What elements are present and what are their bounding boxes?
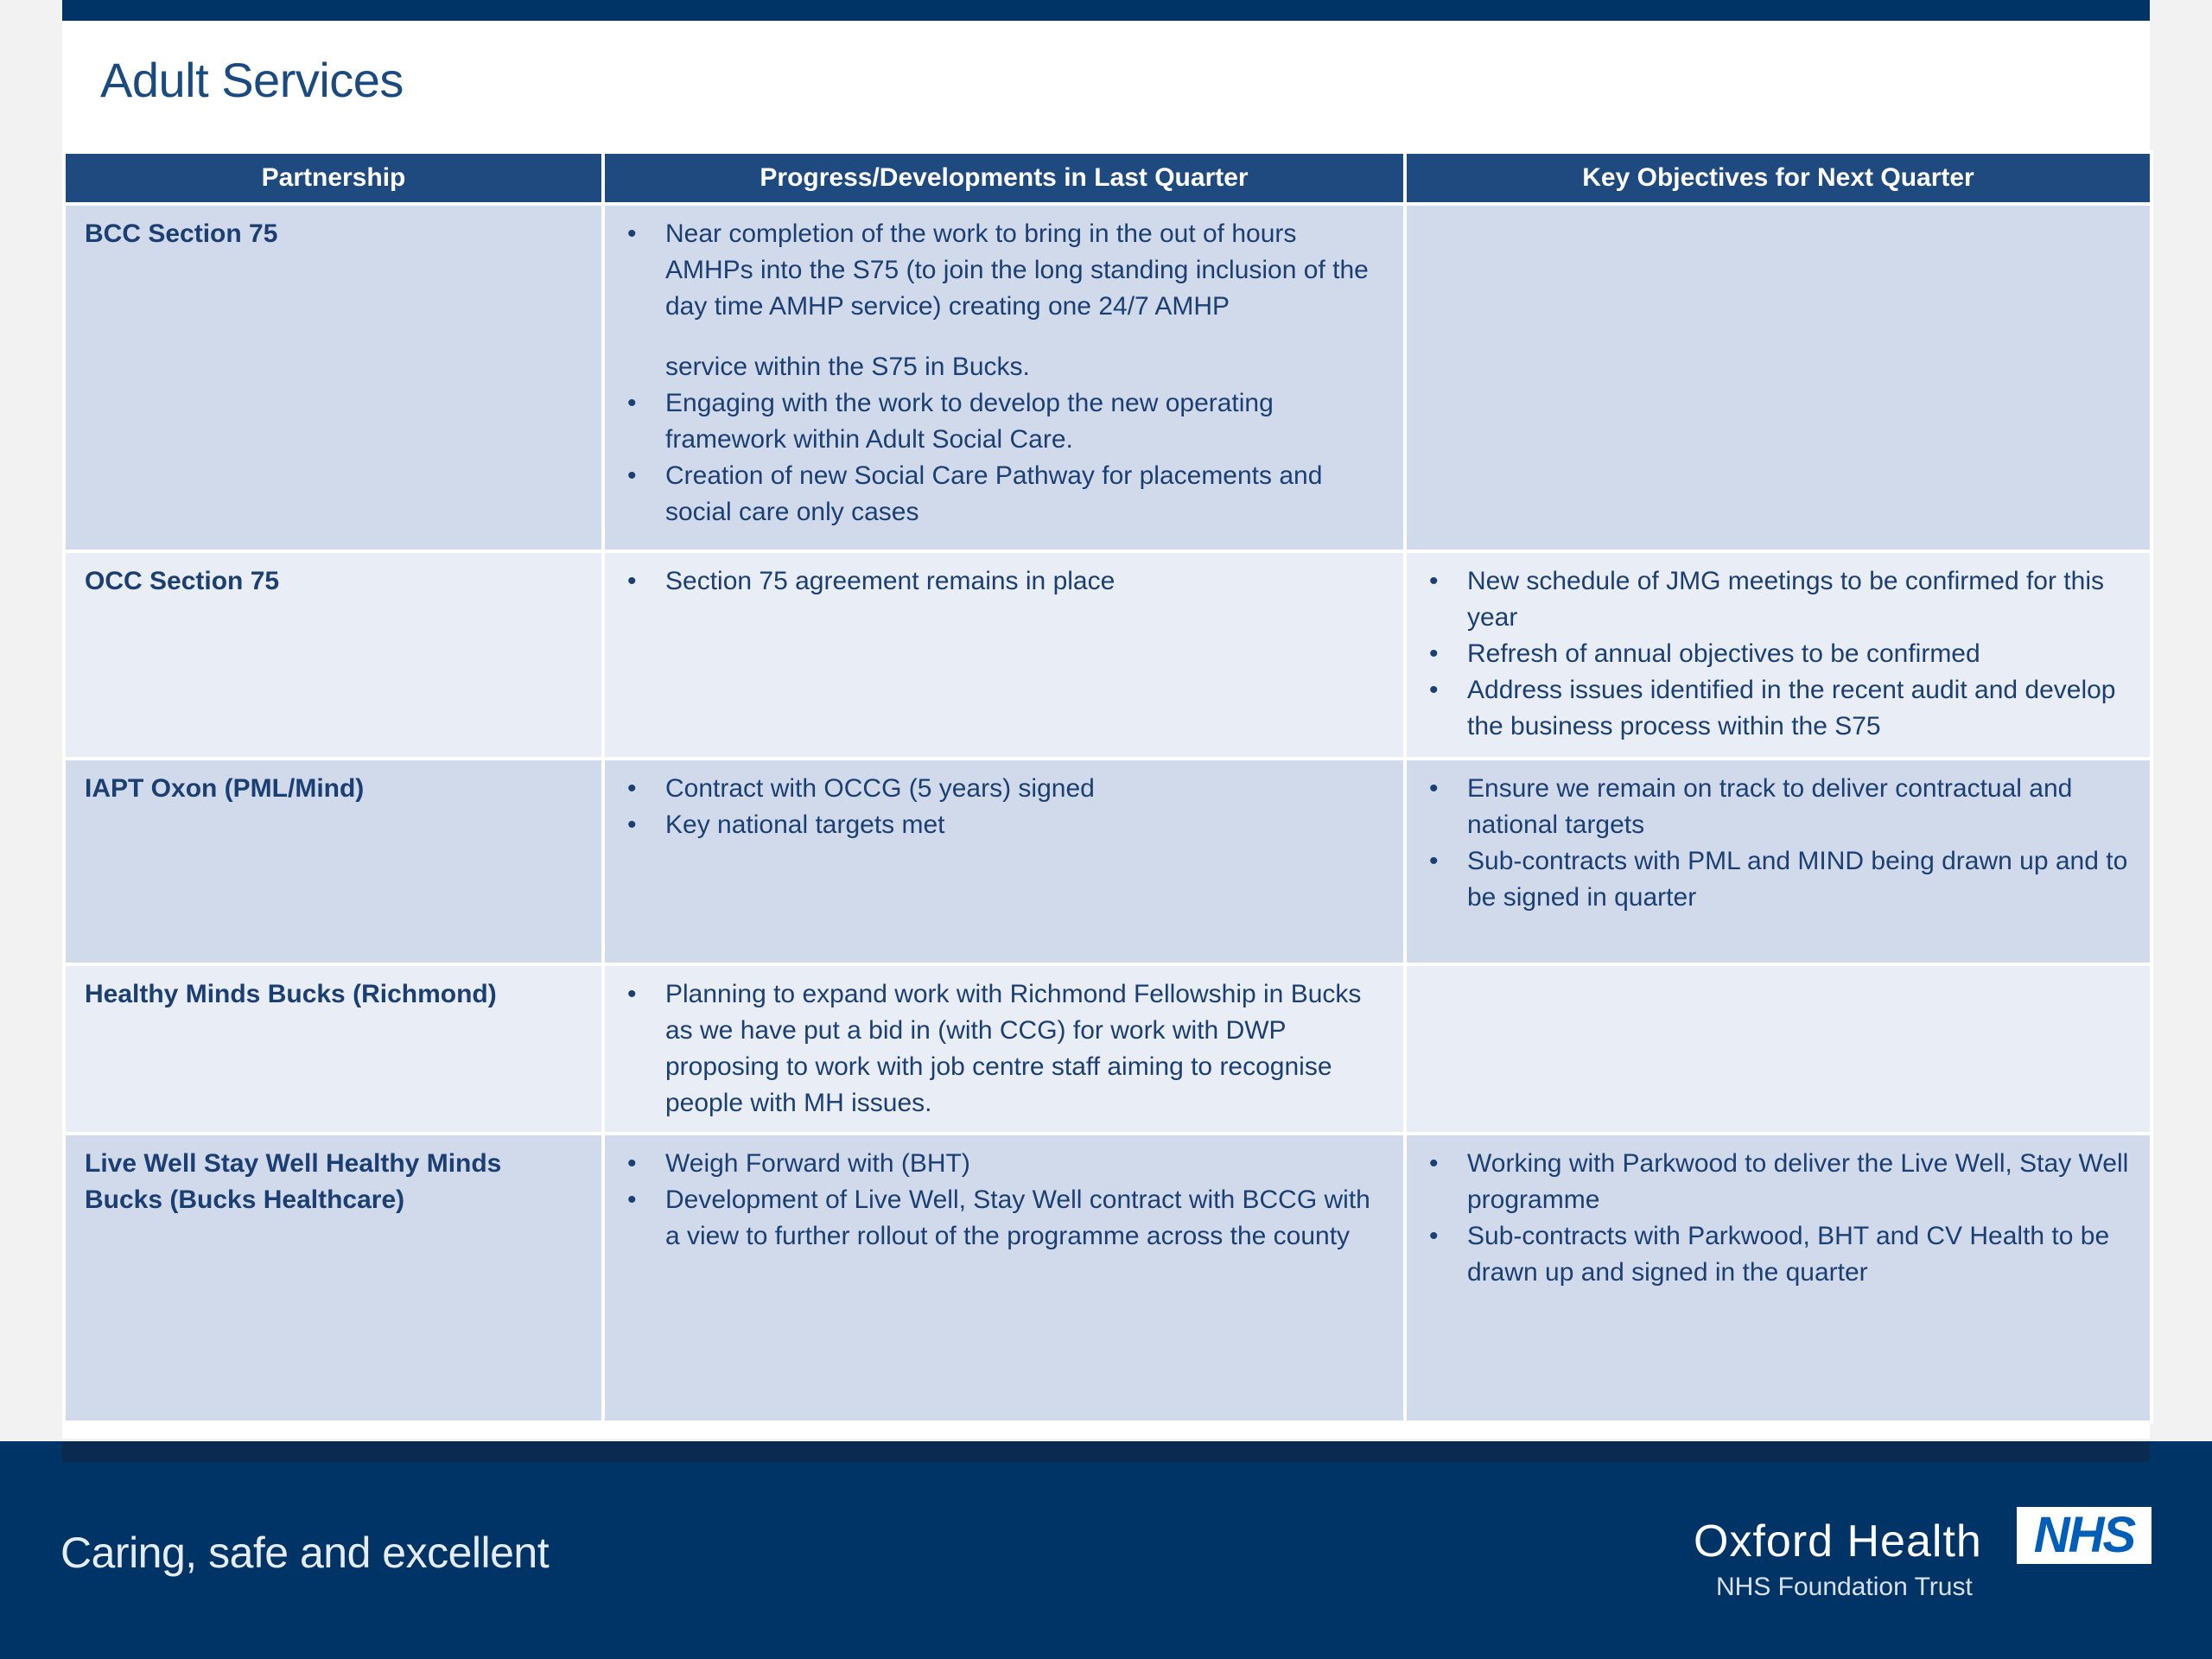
list-item: service within the S75 in Bucks. [665, 353, 1030, 381]
partnership-cell: IAPT Oxon (PML/Mind) [64, 759, 603, 964]
progress-list [624, 1146, 1384, 1255]
partnership-cell: OCC Section 75 [64, 551, 603, 759]
progress-cell [603, 759, 1405, 964]
partnership-cell: BCC Section 75 [64, 204, 603, 551]
list-item: • Sub-contracts with Parkwood, BHT and CV Health to be drawn up and signed in the quarter [1426, 1218, 2131, 1291]
table-row [64, 551, 2152, 759]
partnership-cell: Live Well Stay Well Healthy Minds Bucks (Bucks Healthcare) [64, 1134, 603, 1422]
partnerships-table [62, 150, 2153, 1424]
table-row [64, 1134, 2152, 1422]
progress-cell [603, 204, 1405, 551]
progress-cell [603, 551, 1405, 759]
organisation-name: Oxford Health [1694, 1516, 1982, 1567]
list-item: • Address issues identified in the recent audit and develop the business process within the S75 [1426, 672, 2131, 745]
objectives-cell [1405, 964, 2152, 1134]
objectives-list [1426, 771, 2131, 916]
table-row [64, 759, 2152, 964]
list-item: • Section 75 agreement remains in place [624, 563, 1384, 600]
tagline: Caring, safe and excellent [60, 1529, 550, 1577]
list-item: • Weigh Forward with (BHT) [624, 1146, 1384, 1182]
nhs-logo-text: NHS [2033, 1507, 2135, 1563]
list-item: • Creation of new Social Care Pathway for placements and social care only cases [624, 458, 1384, 531]
column-header-objectives: Key Objectives for Next Quarter [1405, 152, 2152, 204]
progress-list [624, 216, 1384, 531]
page-title: Adult Services [100, 53, 404, 107]
table-row [64, 204, 2152, 551]
list-item: • Development of Live Well, Stay Well contract with BCCG with a view to further rollout of the programme across the county [624, 1182, 1384, 1255]
objectives-list [1426, 563, 2131, 745]
column-header-progress: Progress/Developments in Last Quarter [603, 152, 1405, 204]
table-header-row [64, 152, 2152, 204]
list-item: • Working with Parkwood to deliver the Live Well, Stay Well programme [1426, 1146, 2131, 1218]
progress-cell [603, 1134, 1405, 1422]
objectives-cell [1405, 551, 2152, 759]
list-item: • Key national targets met [624, 807, 1384, 843]
footer [0, 1441, 2212, 1659]
progress-cell [603, 964, 1405, 1134]
partnership-cell: Healthy Minds Bucks (Richmond) [64, 964, 603, 1134]
objectives-list [1426, 1146, 2131, 1291]
column-header-partnership: Partnership [64, 152, 603, 204]
list-item: • Ensure we remain on track to deliver contractual and national targets [1426, 771, 2131, 843]
nhs-logo [2017, 1507, 2152, 1564]
list-item: • Sub-contracts with PML and MIND being drawn up and to be signed in quarter [1426, 843, 2131, 916]
list-item: • Planning to expand work with Richmond Fellowship in Bucks as we have put a bid in (with CCG) for work with DWP proposing to work with job centre staff aiming to recognise people with MH issues. [624, 976, 1384, 1122]
organisation-subtitle: NHS Foundation Trust [1716, 1573, 1973, 1601]
objectives-cell [1405, 204, 2152, 551]
list-item: • Contract with OCCG (5 years) signed [624, 771, 1384, 807]
progress-list [624, 563, 1384, 600]
objectives-cell [1405, 759, 2152, 964]
slide [62, 0, 2150, 1439]
progress-list [624, 771, 1384, 843]
list-item: • Engaging with the work to develop the new operating framework within Adult Social Care. [624, 385, 1384, 458]
top-bar [62, 0, 2150, 21]
table-row [64, 964, 2152, 1134]
objectives-cell [1405, 1134, 2152, 1422]
footer-divider [62, 1441, 2150, 1462]
list-item: • New schedule of JMG meetings to be confirmed for this year [1426, 563, 2131, 636]
progress-list [624, 976, 1384, 1122]
list-item: • Near completion of the work to bring in the out of hours AMHPs into the S75 (to join the long standing inclusion of the day time AMHP service) creating one 24/7 AMHP [624, 216, 1384, 325]
list-item: • Refresh of annual objectives to be confirmed [1426, 636, 2131, 672]
